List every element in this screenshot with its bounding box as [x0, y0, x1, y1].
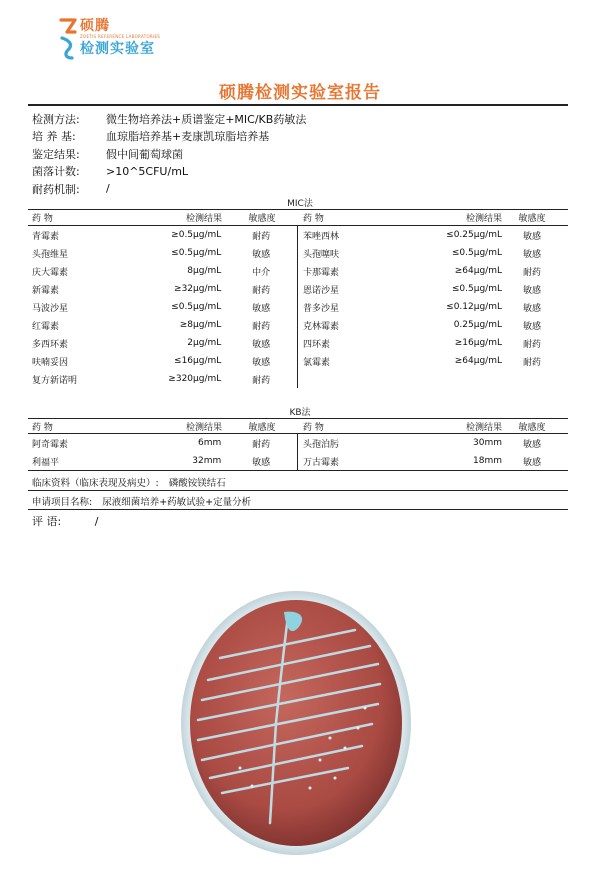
kb-table-row: [28, 434, 297, 452]
cell-drug: 青霉素: [32, 231, 60, 242]
mic-table-row: [28, 280, 297, 298]
header-result: 检测结果: [185, 422, 222, 433]
cell-drug: 复方新诺明: [32, 375, 78, 386]
header-sensitivity: 敏感度: [248, 214, 276, 224]
cell-result: 18mm: [473, 456, 502, 466]
cell-result: ≥8μg/mL: [179, 320, 222, 330]
info-block: [32, 110, 572, 198]
cell-sensitivity: 敏感: [252, 357, 271, 368]
header-sensitivity: 敏感度: [518, 422, 546, 433]
cell-result: ≥64μg/mL: [454, 266, 502, 276]
mic-table-row: [28, 316, 297, 334]
cell-result: 32mm: [192, 456, 222, 466]
clinical-info-row: [28, 473, 568, 491]
kb-table: [28, 418, 568, 471]
info-label: 鉴定结果:: [32, 147, 80, 161]
petri-dish-image: [180, 588, 412, 858]
kb-table-header: [28, 418, 568, 434]
mic-table-body: [28, 226, 568, 388]
header-sensitivity: 敏感度: [518, 214, 546, 224]
cell-sensitivity: 耐药: [522, 357, 541, 368]
mic-table-row: [28, 244, 297, 262]
header-drug: 药 物: [32, 214, 53, 224]
mic-table-row: [298, 352, 568, 370]
mic-left-column: [28, 226, 298, 388]
mic-table-header: [28, 209, 568, 226]
title-divider: [28, 104, 568, 106]
cell-sensitivity: 耐药: [252, 285, 271, 296]
cell-result: ≤0.25μg/mL: [446, 230, 502, 240]
cell-result: 30mm: [473, 438, 502, 448]
kb-section-title: KB法: [289, 408, 311, 418]
header-drug: 药 物: [303, 214, 324, 224]
cell-result: 2μg/mL: [187, 338, 222, 348]
kb-left-column: [28, 434, 298, 470]
cell-result: ≤0.5μg/mL: [171, 248, 222, 258]
logo-english-text: ZOETIS REFERENCE LABORATORIES: [80, 34, 161, 39]
clinical-label: 临床资料（临床表现及病史）:: [32, 477, 159, 489]
cell-drug: 阿奇霉素: [32, 439, 69, 450]
cell-drug: 普多沙星: [303, 303, 340, 314]
info-row-medium: [32, 128, 572, 146]
header-result: 检测结果: [465, 214, 502, 224]
cell-sensitivity: 敏感: [522, 249, 541, 260]
cell-result: 8μg/mL: [187, 266, 222, 276]
cell-sensitivity: 耐药: [252, 321, 271, 332]
info-value: >10^5CFU/mL: [106, 164, 189, 178]
cell-drug: 卡那霉素: [303, 267, 340, 278]
cell-sensitivity: 敏感: [252, 339, 271, 350]
cell-result: 0.25μg/mL: [453, 320, 502, 330]
cell-drug: 红霉素: [32, 321, 60, 332]
cell-drug: 头孢噻呋: [303, 249, 340, 260]
info-label: 耐药机制:: [32, 182, 80, 196]
zoetis-logo: [58, 14, 178, 64]
kb-table-row: [298, 452, 568, 470]
cell-drug: 氯霉素: [303, 357, 331, 368]
comment-row: [32, 513, 98, 529]
clinical-value: 磷酸铵镁结石: [168, 477, 226, 489]
mic-table-row: [298, 280, 568, 298]
cell-sensitivity: 敏感: [252, 249, 271, 260]
kb-right-column: [298, 434, 568, 470]
cell-drug: 克林霉素: [303, 321, 340, 332]
cell-drug: 利福平: [32, 457, 60, 468]
report-title: 硕腾检测实验室报告: [219, 83, 381, 103]
header-result: 检测结果: [465, 422, 502, 433]
info-row-colony-count: [32, 163, 572, 181]
cell-sensitivity: 敏感: [522, 457, 541, 468]
request-value: 尿液细菌培养+药敏试验+定量分析: [102, 496, 252, 508]
mic-table-row: [28, 226, 297, 244]
cell-result: ≥16μg/mL: [454, 338, 502, 348]
mic-table-row: [298, 226, 568, 244]
info-value: 假中间葡萄球菌: [106, 147, 183, 161]
cell-sensitivity: 耐药: [522, 267, 541, 278]
kb-table-row: [298, 434, 568, 452]
cell-drug: 呋喃妥因: [32, 357, 69, 368]
cell-sensitivity: 敏感: [522, 321, 541, 332]
mic-table-row: [298, 298, 568, 316]
cell-drug: 恩诺沙星: [303, 285, 340, 296]
cell-result: ≤0.12μg/mL: [446, 302, 502, 312]
cell-sensitivity: 敏感: [522, 303, 541, 314]
cell-sensitivity: 耐药: [252, 375, 271, 386]
logo-subtitle: 检测实验室: [80, 41, 155, 57]
logo-z-mark-icon: [58, 18, 78, 60]
header-drug: 药 物: [32, 422, 53, 433]
cell-drug: 头孢泊肟: [303, 439, 340, 450]
cell-drug: 苯唑西林: [303, 231, 340, 242]
cell-result: ≤16μg/mL: [174, 356, 222, 366]
info-row-identification: [32, 145, 572, 163]
info-row-resistance: [32, 180, 572, 198]
cell-result: 6mm: [198, 438, 222, 448]
kb-table-row: [28, 452, 297, 470]
cell-drug: 马波沙星: [32, 303, 69, 314]
mic-right-column: [298, 226, 568, 388]
info-value: 血琼脂培养基+麦康凯琼脂培养基: [106, 130, 270, 144]
cell-drug: 新霉素: [32, 285, 60, 296]
request-row: [28, 492, 568, 510]
header-result: 检测结果: [185, 214, 222, 224]
info-value: 微生物培养法+质谱鉴定+MIC/KB药敏法: [106, 112, 307, 126]
cell-result: ≤0.5μg/mL: [451, 248, 502, 258]
logo-brand-name: 硕腾: [80, 18, 110, 34]
cell-drug: 多西环素: [32, 339, 69, 350]
cell-drug: 万古霉素: [303, 457, 340, 468]
cell-sensitivity: 敏感: [522, 439, 541, 450]
mic-table-row: [298, 244, 568, 262]
cell-result: ≥320μg/mL: [168, 374, 222, 384]
mic-table-row: [28, 262, 297, 280]
cell-sensitivity: 敏感: [252, 303, 271, 314]
mic-table-row: [28, 298, 297, 316]
mic-table-row: [298, 262, 568, 280]
comment-value: /: [94, 515, 99, 528]
kb-table-body: [28, 434, 568, 471]
cell-result: ≤0.5μg/mL: [451, 284, 502, 294]
cell-result: ≤0.5μg/mL: [171, 302, 222, 312]
cell-sensitivity: 中介: [252, 267, 271, 278]
mic-table-row: [298, 334, 568, 352]
mic-table-row: [28, 370, 297, 388]
info-label: 检测方法:: [32, 112, 80, 126]
mic-table-row: [28, 352, 297, 370]
header-drug: 药 物: [303, 422, 324, 433]
cell-sensitivity: 耐药: [252, 231, 271, 242]
cell-drug: 四环素: [303, 339, 331, 350]
comment-label: 评 语:: [32, 515, 62, 528]
header-sensitivity: 敏感度: [248, 422, 276, 433]
mic-section-title: MIC法: [287, 199, 313, 209]
request-label: 申请项目名称:: [32, 496, 93, 508]
cell-drug: 庆大霉素: [32, 267, 69, 278]
cell-sensitivity: 耐药: [522, 339, 541, 350]
info-label: 菌落计数:: [32, 165, 80, 179]
info-row-method: [32, 110, 572, 128]
cell-sensitivity: 耐药: [252, 439, 271, 450]
cell-sensitivity: 敏感: [252, 457, 271, 468]
cell-drug: 头孢维星: [32, 249, 69, 260]
cell-result: ≥0.5μg/mL: [171, 230, 222, 240]
cell-sensitivity: 敏感: [522, 231, 541, 242]
cell-result: ≥64μg/mL: [454, 356, 502, 366]
mic-table-row: [28, 334, 297, 352]
mic-table-row: [298, 316, 568, 334]
cell-sensitivity: 敏感: [522, 285, 541, 296]
mic-table: [28, 209, 568, 388]
info-value: /: [106, 182, 110, 196]
cell-result: ≥32μg/mL: [174, 284, 222, 294]
info-label: 培 养 基:: [32, 130, 76, 144]
